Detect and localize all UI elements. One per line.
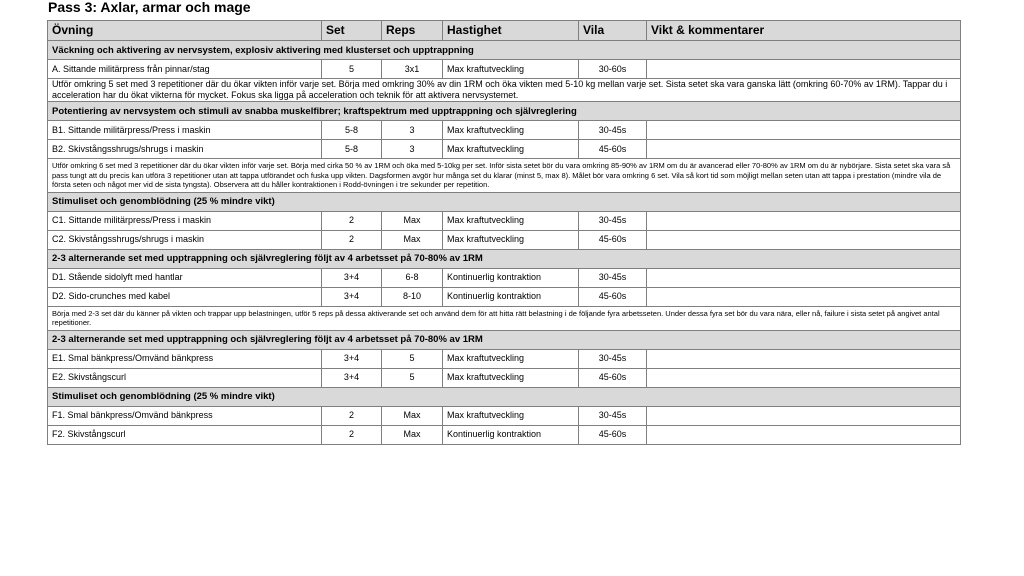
comment-cell[interactable] bbox=[647, 268, 961, 287]
reps-cell: 3 bbox=[382, 121, 443, 140]
tempo-cell: Max kraftutveckling bbox=[443, 406, 579, 425]
tempo-cell: Max kraftutveckling bbox=[443, 230, 579, 249]
section-title: Stimuliset och genomblödning (25 % mindre vikt) bbox=[48, 192, 961, 211]
exercise-name: D2. Sido-crunches med kabel bbox=[48, 287, 322, 306]
rest-cell: 45-60s bbox=[579, 368, 647, 387]
comment-cell[interactable] bbox=[647, 230, 961, 249]
exercise-row bbox=[48, 406, 961, 425]
exercise-name: A. Sittande militärpress från pinnar/stag bbox=[48, 60, 322, 79]
sets-cell: 2 bbox=[322, 406, 382, 425]
comment-cell[interactable] bbox=[647, 140, 961, 159]
sets-cell: 5-8 bbox=[322, 121, 382, 140]
exercise-row bbox=[48, 211, 961, 230]
comment-cell[interactable] bbox=[647, 211, 961, 230]
sets-cell: 2 bbox=[322, 211, 382, 230]
reps-cell: Max bbox=[382, 230, 443, 249]
column-header: Hastighet bbox=[443, 21, 579, 41]
rest-cell: 30-45s bbox=[579, 121, 647, 140]
note-row bbox=[48, 306, 961, 330]
reps-cell: 5 bbox=[382, 349, 443, 368]
exercise-row bbox=[48, 368, 961, 387]
workout-table bbox=[47, 20, 961, 445]
comment-cell[interactable] bbox=[647, 406, 961, 425]
sets-cell: 5-8 bbox=[322, 140, 382, 159]
tempo-cell: Max kraftutveckling bbox=[443, 368, 579, 387]
rest-cell: 45-60s bbox=[579, 287, 647, 306]
column-header: Vila bbox=[579, 21, 647, 41]
exercise-name: E1. Smal bänkpress/Omvänd bänkpress bbox=[48, 349, 322, 368]
column-header: Set bbox=[322, 21, 382, 41]
page-title: Pass 3: Axlar, armar och mage bbox=[48, 0, 251, 15]
column-header: Övning bbox=[48, 21, 322, 41]
section-title: 2-3 alternerande set med upptrappning och självreglering följt av 4 arbetsset på 70-80% av 1RM bbox=[48, 330, 961, 349]
reps-cell: Max bbox=[382, 406, 443, 425]
column-header: Reps bbox=[382, 21, 443, 41]
rest-cell: 45-60s bbox=[579, 425, 647, 444]
instruction-note: Utför omkring 5 set med 3 repetitioner där du ökar vikten inför varje set. Börja med omkring 30% av din 1RM och öka vikten med 5-10 kg mellan varje set. Sista setet ska vara ganska lätt (omkring 60-70% av 1RM). Tappar du i acceleration har du ökat vikterna för mycket. Fokus ska ligga på acceleration och teknik för att aktivera nervsystemet. bbox=[48, 79, 961, 102]
exercise-row bbox=[48, 287, 961, 306]
section-title: Potentiering av nervsystem och stimuli av snabba muskelfibrer; kraftspektrum med upptrappning och självreglering bbox=[48, 102, 961, 121]
exercise-name: F1. Smal bänkpress/Omvänd bänkpress bbox=[48, 406, 322, 425]
section-header-row bbox=[48, 387, 961, 406]
reps-cell: Max bbox=[382, 211, 443, 230]
rest-cell: 45-60s bbox=[579, 230, 647, 249]
section-header-row bbox=[48, 102, 961, 121]
section-title: Väckning och aktivering av nervsystem, explosiv aktivering med klusterset och upptrappning bbox=[48, 41, 961, 60]
tempo-cell: Max kraftutveckling bbox=[443, 349, 579, 368]
sets-cell: 2 bbox=[322, 230, 382, 249]
tempo-cell: Max kraftutveckling bbox=[443, 211, 579, 230]
exercise-row bbox=[48, 121, 961, 140]
instruction-note: Börja med 2-3 set där du känner på vikten och trappar upp belastningen, utför 5 reps på dessa aktiverande set och använd dem för att hitta rätt belastning i de följande fyra arbetsseten. Under dessa fyra set bör du vara nära, eller nå, failure i sista setet på angivet antal repetitioner. bbox=[48, 306, 961, 330]
note-row bbox=[48, 159, 961, 193]
sets-cell: 3+4 bbox=[322, 368, 382, 387]
exercise-name: C2. Skivstångsshrugs/shrugs i maskin bbox=[48, 230, 322, 249]
tempo-cell: Kontinuerlig kontraktion bbox=[443, 425, 579, 444]
reps-cell: 5 bbox=[382, 368, 443, 387]
sets-cell: 5 bbox=[322, 60, 382, 79]
tempo-cell: Max kraftutveckling bbox=[443, 121, 579, 140]
rest-cell: 30-60s bbox=[579, 60, 647, 79]
comment-cell[interactable] bbox=[647, 425, 961, 444]
rest-cell: 30-45s bbox=[579, 211, 647, 230]
tempo-cell: Kontinuerlig kontraktion bbox=[443, 268, 579, 287]
sets-cell: 3+4 bbox=[322, 287, 382, 306]
tempo-cell: Max kraftutveckling bbox=[443, 140, 579, 159]
comment-cell[interactable] bbox=[647, 287, 961, 306]
section-title: Stimuliset och genomblödning (25 % mindre vikt) bbox=[48, 387, 961, 406]
rest-cell: 30-45s bbox=[579, 406, 647, 425]
exercise-name: C1. Sittande militärpress/Press i maskin bbox=[48, 211, 322, 230]
comment-cell[interactable] bbox=[647, 60, 961, 79]
rest-cell: 30-45s bbox=[579, 268, 647, 287]
section-header-row bbox=[48, 330, 961, 349]
comment-cell[interactable] bbox=[647, 349, 961, 368]
section-header-row bbox=[48, 249, 961, 268]
exercise-row bbox=[48, 230, 961, 249]
rest-cell: 30-45s bbox=[579, 349, 647, 368]
comment-cell[interactable] bbox=[647, 121, 961, 140]
section-header-row bbox=[48, 192, 961, 211]
reps-cell: 8-10 bbox=[382, 287, 443, 306]
exercise-name: B1. Sittande militärpress/Press i maskin bbox=[48, 121, 322, 140]
reps-cell: Max bbox=[382, 425, 443, 444]
comment-cell[interactable] bbox=[647, 368, 961, 387]
rest-cell: 45-60s bbox=[579, 140, 647, 159]
section-header-row bbox=[48, 41, 961, 60]
exercise-row bbox=[48, 349, 961, 368]
note-row bbox=[48, 79, 961, 102]
exercise-row bbox=[48, 60, 961, 79]
exercise-name: B2. Skivstångsshrugs/shrugs i maskin bbox=[48, 140, 322, 159]
tempo-cell: Kontinuerlig kontraktion bbox=[443, 287, 579, 306]
sets-cell: 3+4 bbox=[322, 349, 382, 368]
exercise-name: F2. Skivstångscurl bbox=[48, 425, 322, 444]
exercise-name: E2. Skivstångscurl bbox=[48, 368, 322, 387]
sets-cell: 3+4 bbox=[322, 268, 382, 287]
reps-cell: 6-8 bbox=[382, 268, 443, 287]
exercise-row bbox=[48, 268, 961, 287]
sets-cell: 2 bbox=[322, 425, 382, 444]
header-row bbox=[48, 21, 961, 41]
exercise-row bbox=[48, 140, 961, 159]
exercise-row bbox=[48, 425, 961, 444]
section-title: 2-3 alternerande set med upptrappning och självreglering följt av 4 arbetsset på 70-80% av 1RM bbox=[48, 249, 961, 268]
tempo-cell: Max kraftutveckling bbox=[443, 60, 579, 79]
exercise-name: D1. Stående sidolyft med hantlar bbox=[48, 268, 322, 287]
instruction-note: Utför omkring 6 set med 3 repetitioner där du ökar vikten inför varje set. Börja med cirka 50 % av 1RM och öka med 5-10kg per set. Inför sista setet bör du vara omkring 85-90% av 1RM om du är avancerad eller 70-80% av 1RM om du är nybörjare. Sista setet ska vara så pass tungt att du precis kan utföra 3 repetitioner utan att tappa utförandet och fuska upp vikten. Dagsformen avgör hur många set du klarar (minst 5, max 8). Målet bör vara omkring 6 set. Vila så kort tid som möjligt mellan seten utan att tappa i prestation (mindre vila de första seten och något mer vid de sista tyngsta). Observera att du håller kontraktionen i Rodd-övningen i tre sekunder per repetition. bbox=[48, 159, 961, 193]
column-header: Vikt & kommentarer bbox=[647, 21, 961, 41]
reps-cell: 3x1 bbox=[382, 60, 443, 79]
reps-cell: 3 bbox=[382, 140, 443, 159]
